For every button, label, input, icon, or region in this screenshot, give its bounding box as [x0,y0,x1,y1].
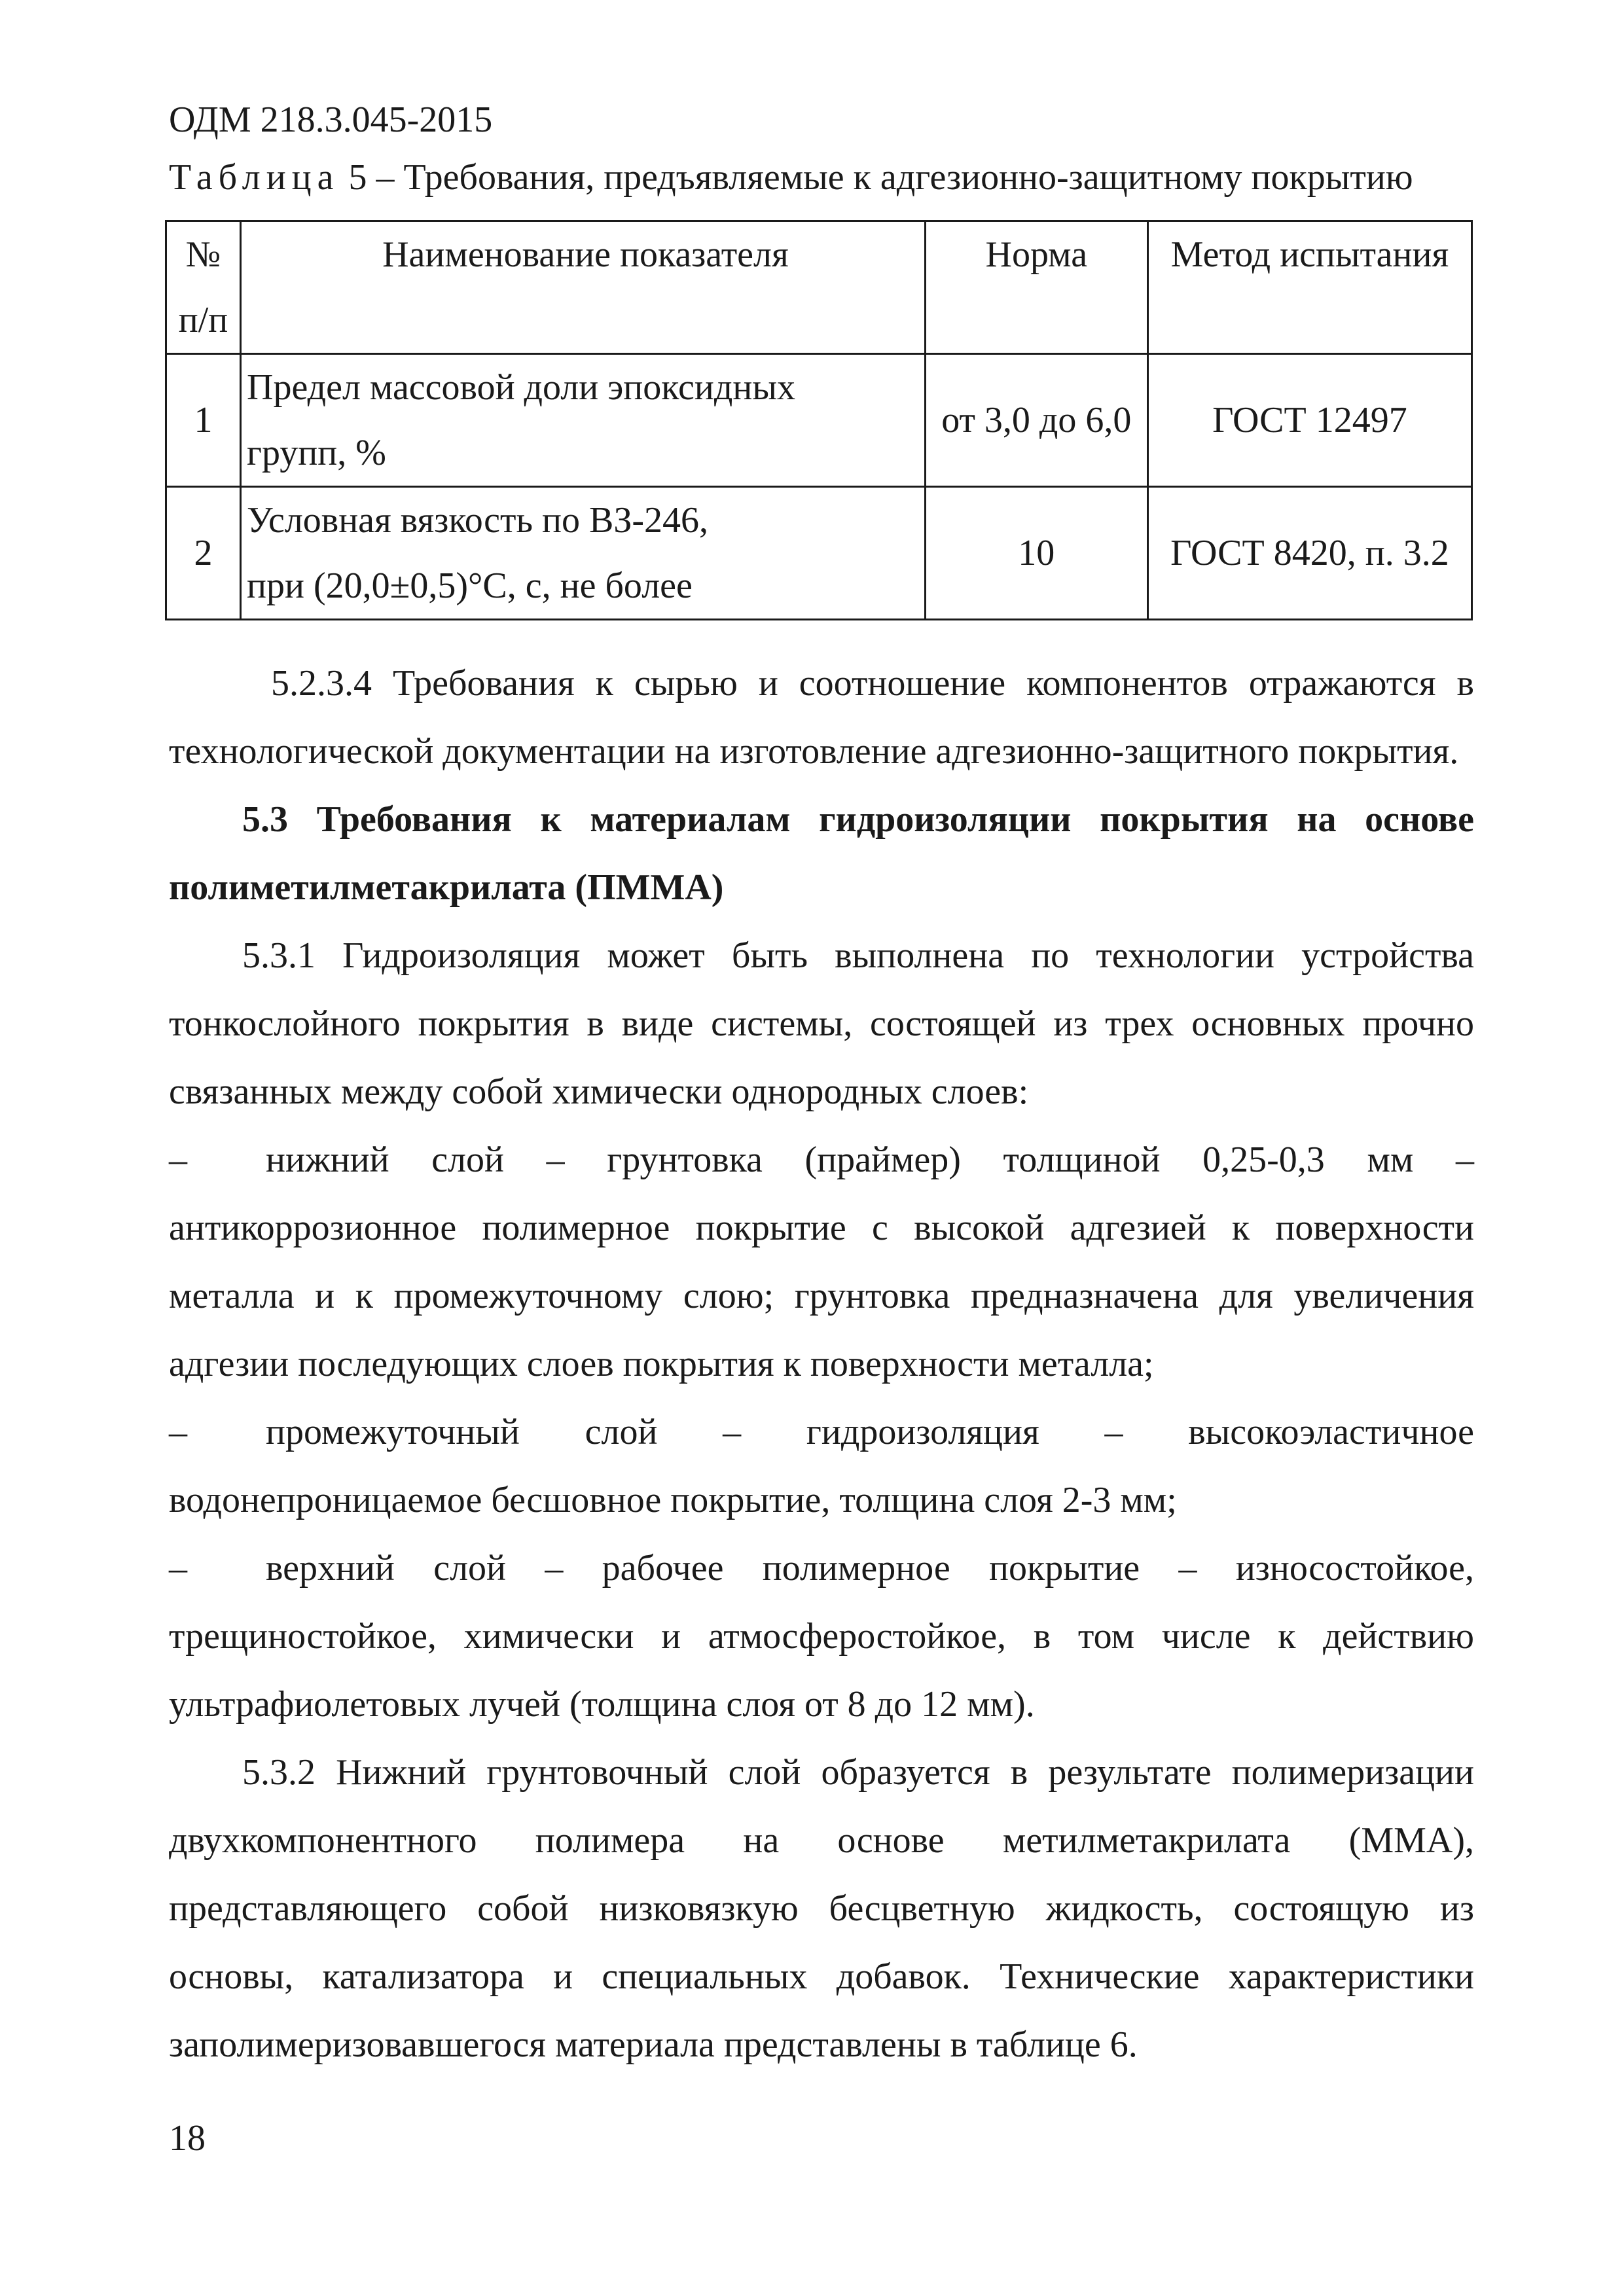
cell-num: 1 [166,354,241,487]
bullet-item-3 [169,1534,1474,1738]
paragraph-5-2-3-4: 5.2.3.4 Требования к сырью и соотношение компонентов отражаются в технологической документации на изготовление адгезионно-защитного покрытия. [169,663,1474,772]
cell-name-line1: Предел массовой доли эпоксидных [247,367,795,408]
paragraph-5-3-2: 5.3.2 Нижний грунтовочный слой образуется в результате полимеризации двухкомпонентного полимера на основе метилметакрилата (ММА), представляющего собой низковязкую бесцветную жидкость, состоящую из основы, катализатора и специальных добавок. Технические характеристики заполимеризовавшегося материала представлены в таблице 6. [169,1752,1474,2065]
table-row [166,487,1472,620]
dash-marker: – [169,1412,187,1452]
bullet-item-1 [169,1126,1474,1398]
cell-norm: от 3,0 до 6,0 [925,354,1147,487]
header-num-line2: п/п [178,300,228,340]
header-method: Метод испытания [1147,221,1471,354]
section-heading-5-3: 5.3 Требования к материалам гидроизоляции покрытия на основе полиметилметакрилата (ПММА) [169,799,1474,908]
table-header-row [166,221,1472,354]
dash-marker: – [169,1548,187,1588]
cell-method: ГОСТ 12497 [1147,354,1471,487]
header-num-line1: № [185,234,221,275]
header-norm: Норма [925,221,1147,354]
header-name: Наименование показателя [241,221,926,354]
document-code: ОДМ 218.3.045-2015 [169,99,493,140]
cell-name-line2: при (20,0±0,5)°С, с, не более [247,565,693,606]
bullet-text-2: промежуточный слой – гидроизоляция – высокоэластичное водонепроницаемое бесшовное покрытие, толщина слоя 2-3 мм; [169,1412,1474,1520]
cell-name-line1: Условная вязкость по ВЗ-246, [247,500,709,541]
header-num [166,221,241,354]
table-row [166,354,1472,487]
requirements-table [165,220,1473,620]
cell-name-line2: групп, % [247,433,386,473]
table-caption-label: Таблица [169,157,340,198]
page-number: 18 [169,2118,206,2159]
body-text [169,649,1474,2079]
table-caption [169,154,1474,200]
cell-method: ГОСТ 8420, п. 3.2 [1147,487,1471,620]
table-caption-text: 5 – Требования, предъявляемые к адгезионно-защитному покрытию [339,157,1413,198]
cell-num: 2 [166,487,241,620]
bullet-text-1: нижний слой – грунтовка (праймер) толщиной 0,25-0,3 мм – антикоррозионное полимерное покрытие с высокой адгезией к поверхности металла и к промежуточному слою; грунтовка предназначена для увеличения адгезии последующих слоев покрытия к поверхности металла; [169,1139,1474,1384]
cell-name [241,354,926,487]
cell-name [241,487,926,620]
paragraph-5-3-1: 5.3.1 Гидроизоляция может быть выполнена по технологии устройства тонкослойного покрытия в виде системы, состоящей из трех основных прочно связанных между собой химически однородных слоев: [169,935,1474,1112]
cell-norm: 10 [925,487,1147,620]
bullet-item-2 [169,1398,1474,1534]
dash-marker: – [169,1139,187,1180]
bullet-text-3: верхний слой – рабочее полимерное покрытие – износостойкое, трещиностойкое, химически и атмосферостойкое, в том числе к действию ультрафиолетовых лучей (толщина слоя от 8 до 12 мм). [169,1548,1474,1725]
